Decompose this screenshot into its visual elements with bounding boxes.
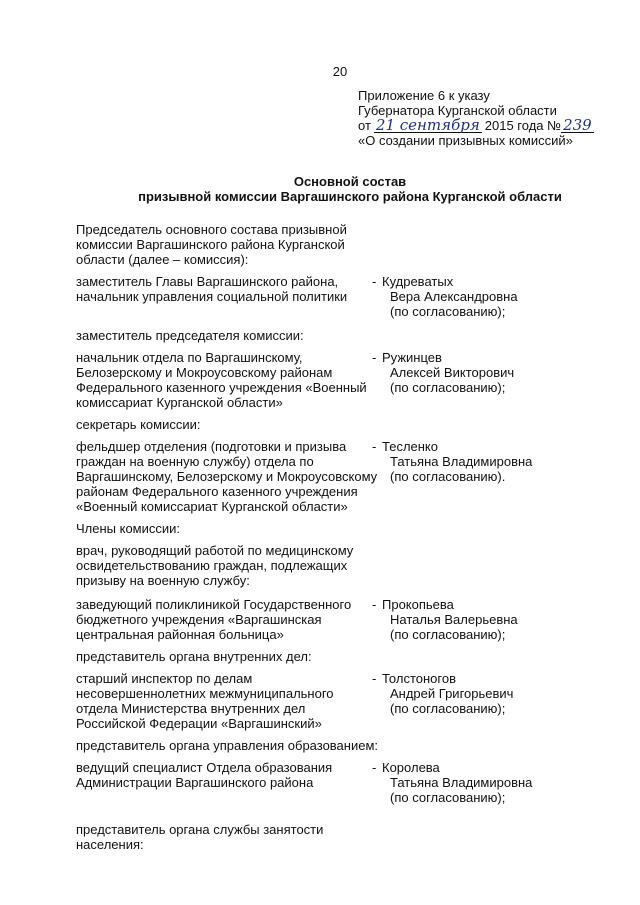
person-surname: Кудреватых [382,274,454,289]
doctor-heading-line: врач, руководящий работой по медицинскому [76,543,354,558]
role-line: отдела Министерства внутренних дел [76,701,306,716]
deputy-heading: заместитель председателя комиссии: [76,328,304,343]
role-line: фельдшер отделения (подготовки и призыва [76,439,347,454]
chairman-heading [76,222,386,267]
appendix-header [358,88,628,148]
role-line: бюджетного учреждения «Варгашинская [76,612,322,627]
handwritten-decree-number: 239 [563,116,592,134]
role-line: комиссариат Курганской области» [76,395,283,410]
role-line: центральная районная больница» [76,627,284,642]
police-heading: представитель органа внутренних дел: [76,649,312,664]
employment-heading-line: представитель органа службы занятости [76,822,324,837]
role-line: заведующий поликлиникой Государственного [76,597,352,612]
police-person: - Толстоногов Андрей Григорьевич (по согласованию); [382,671,582,731]
employment-heading-line: населения: [76,837,144,852]
person-note: (по согласованию); [390,701,506,716]
deputy-entry [76,350,596,410]
chairman-entry [76,274,596,319]
chairman-heading-line: области (далее – комиссия): [76,252,249,267]
members-heading: Члены комиссии: [76,521,181,536]
person-surname: Тесленко [382,439,438,454]
role-line: Белозерскому и Мокроусовскому районам [76,365,333,380]
role-line: начальник управления социальной политики [76,289,348,304]
education-heading: представитель органа управления образованием: [76,738,379,753]
police-entry [76,671,596,731]
employment-heading [76,822,386,852]
role-line: Федерального казенного учреждения «Военный [76,380,367,395]
person-given-names: Вера Александровна [390,289,518,304]
document-title [70,174,630,204]
page-number: 20 [332,64,348,79]
person-given-names: Алексей Викторович [390,365,515,380]
appendix-line-2: Губернатора Курганской области [358,103,557,118]
role-line: начальник отдела по Варгашинскому, [76,350,303,365]
doctor-role [76,597,366,642]
person-note: (по согласованию). [390,469,506,484]
person-given-names: Татьяна Владимировна [390,775,533,790]
role-line: старший инспектор по делам [76,671,253,686]
title-line-1: Основной состав [293,174,407,189]
role-line: Администрации Варгашинского района [76,775,314,790]
chairman-person: - Кудреватых Вера Александровна (по согласованию); [382,274,582,319]
appendix-line-4: «О создании призывных комиссий» [358,133,573,148]
doctor-heading-line: призыву на военную службу: [76,573,250,588]
education-person: - Королева Татьяна Владимировна (по согласованию); [382,760,582,805]
appendix-date-prefix: от [358,118,371,133]
chairman-heading-line: комиссии Варгашинского района Курганской [76,237,345,252]
person-surname: Толстоногов [382,671,456,686]
education-role [76,760,366,805]
role-line: ведущий специалист Отдела образования [76,760,333,775]
person-note: (по согласованию); [390,627,506,642]
doctor-heading-line: освидетельствованию граждан, подлежащих [76,558,348,573]
person-given-names: Татьяна Владимировна [390,454,533,469]
deputy-role [76,350,366,410]
deputy-person: - Ружинцев Алексей Викторович (по согласованию); [382,350,582,410]
person-surname: Прокопьева [382,597,454,612]
person-note: (по согласованию); [390,380,506,395]
secretary-person: - Тесленко Татьяна Владимировна (по согласованию). [382,439,582,514]
secretary-entry [76,439,596,514]
appendix-year-label: 2015 года № [484,118,562,133]
role-line: граждан на военную службу) отдела по [76,454,314,469]
role-line: районам Федерального казенного учреждения [76,484,358,499]
role-line: Российской Федерации «Варгашинский» [76,716,322,731]
commission-list [76,222,596,859]
person-given-names: Наталья Валерьевна [390,612,518,627]
secretary-role [76,439,378,514]
person-surname: Королева [382,760,440,775]
role-line: несовершеннолетних межмуниципального [76,686,334,701]
role-line: Варгашинскому, Белозерскому и Мокроусовскому [76,469,378,484]
chairman-heading-line: Председатель основного состава призывной [76,222,347,237]
person-note: (по согласованию); [390,790,506,805]
education-entry [76,760,596,805]
appendix-line-3 [358,118,628,133]
chairman-role [76,274,366,319]
person-surname: Ружинцев [382,350,442,365]
person-note: (по согласованию); [390,304,506,319]
appendix-line-1: Приложение 6 к указу [358,88,490,103]
person-given-names: Андрей Григорьевич [390,686,514,701]
doctor-heading [76,543,386,588]
role-line: «Военный комиссариат Курганской области» [76,499,348,514]
police-role [76,671,366,731]
doctor-entry [76,597,596,642]
handwritten-date: 21 сентября [375,116,480,134]
role-line: заместитель Главы Варгашинского района, [76,274,339,289]
doctor-person: - Прокопьева Наталья Валерьевна (по согласованию); [382,597,582,642]
secretary-heading: секретарь комиссии: [76,417,201,432]
title-line-2: призывной комиссии Варгашинского района Курганской области [138,189,562,204]
